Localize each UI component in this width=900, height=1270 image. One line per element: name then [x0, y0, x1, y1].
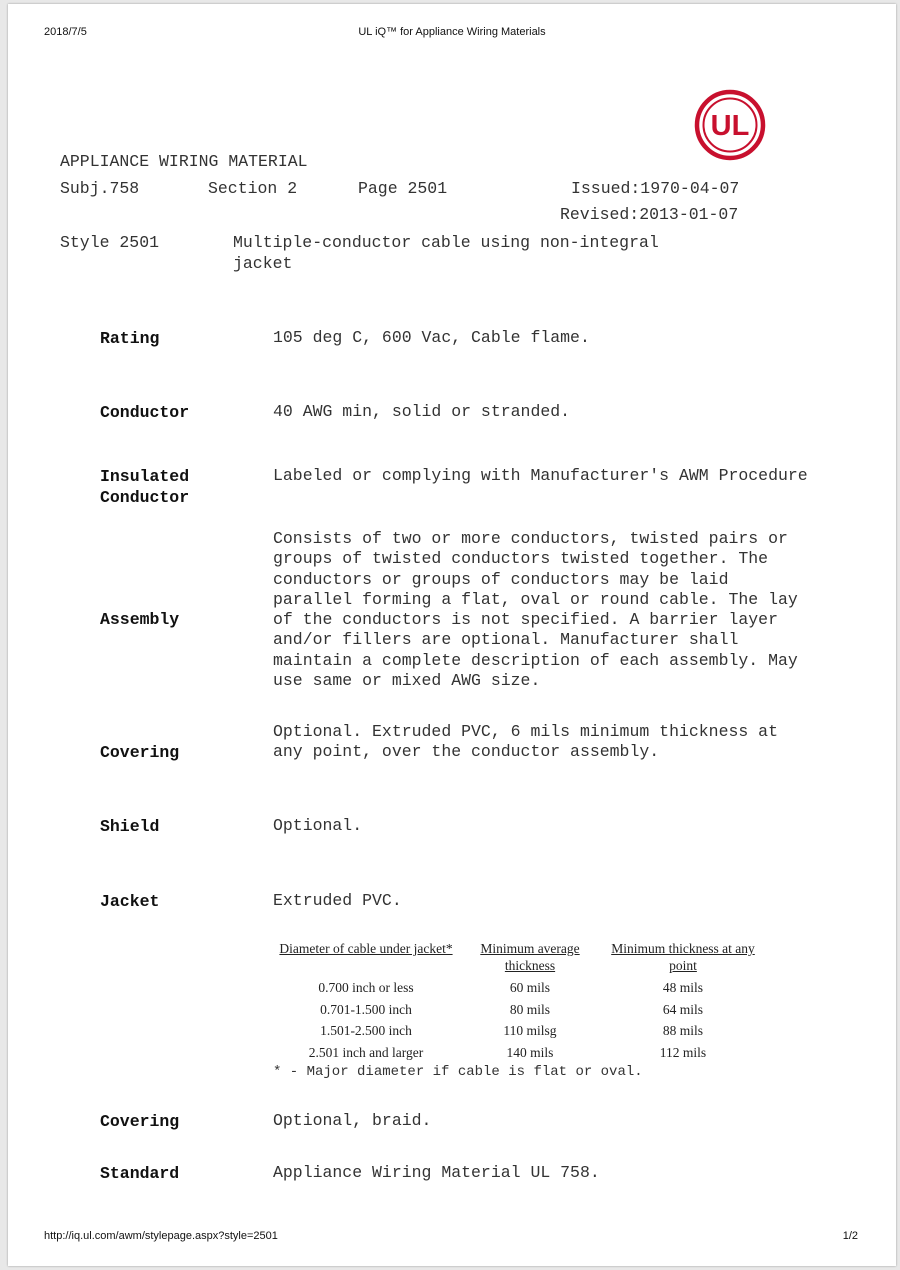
table-cell: 1.501-2.500 inch	[320, 1023, 412, 1038]
table-footnote: * - Major diameter if cable is flat or oval.	[273, 1064, 643, 1080]
print-date: 2018/7/5	[44, 26, 87, 38]
insulated-conductor-label-line1: Insulated	[100, 467, 190, 486]
print-page-count: 1/2	[842, 1230, 858, 1242]
jacket-label: Jacket	[100, 892, 160, 911]
covering-value: Optional. Extruded PVC, 6 mils minimum thickness at any point, over the conductor assembly.	[273, 722, 778, 762]
doc-heading: APPLIANCE WIRING MATERIAL	[60, 152, 308, 171]
table-header-row	[272, 940, 772, 977]
jacket-value: Extruded PVC.	[273, 891, 402, 910]
standard-value: Appliance Wiring Material UL 758.	[273, 1163, 600, 1182]
issued-date: Issued:1970-04-07	[571, 179, 740, 198]
table-cell: 60 mils	[509, 980, 551, 995]
standard-label: Standard	[100, 1164, 180, 1183]
table-row	[272, 1020, 772, 1042]
rating-value: 105 deg C, 600 Vac, Cable flame.	[273, 328, 590, 347]
page-number: Page 2501	[358, 179, 448, 198]
table-cell: 0.701-1.500 inch	[320, 1001, 412, 1017]
print-title: UL iQ™ for Appliance Wiring Materials	[358, 26, 546, 38]
table-row	[272, 999, 772, 1021]
style-description-line1: Multiple-conductor cable using non-integral	[233, 233, 659, 252]
conductor-label: Conductor	[100, 403, 190, 422]
style-label: Style 2501	[60, 233, 160, 252]
table-header-diameter: Diameter of cable under jacket*	[279, 941, 453, 956]
covering-label: Covering	[100, 743, 180, 762]
table-cell: 110 milsg	[503, 1023, 557, 1038]
covering-braid-value: Optional, braid.	[273, 1111, 432, 1130]
table-cell: 80 mils	[509, 1001, 551, 1017]
table-cell: 112 mils	[659, 1044, 707, 1060]
table-header-min-point: Minimum thickness at any point	[611, 941, 755, 973]
ul-logo-text: UL	[710, 110, 750, 142]
conductor-value: 40 AWG min, solid or stranded.	[273, 402, 571, 421]
assembly-value: Consists of two or more conductors, twisted pairs or groups of twisted conductors twisted together. The conductors or groups of conductors may be laid parallel forming a flat, oval or round cable. The lay of the conductors is not specified. A barrier layer and/or fillers are optional. Manufacturer shall maintain a complete description of each assembly. May use same or mixed AWG size.	[273, 529, 798, 691]
table-cell: 140 mils	[506, 1044, 554, 1060]
assembly-label: Assembly	[100, 610, 180, 629]
insulated-conductor-value: Labeled or complying with Manufacturer's AWM Procedure	[273, 466, 808, 485]
table-cell: 2.501 inch and larger	[308, 1044, 424, 1060]
insulated-conductor-label	[100, 466, 189, 508]
subject-number: Subj.758	[60, 179, 140, 198]
rating-label: Rating	[100, 329, 160, 348]
covering-braid-label: Covering	[100, 1112, 180, 1131]
table-cell: 88 mils	[662, 1023, 704, 1038]
shield-label: Shield	[100, 817, 160, 836]
insulated-conductor-label-line2: Conductor	[100, 488, 190, 507]
section-number: Section 2	[208, 179, 298, 198]
shield-value: Optional.	[273, 816, 363, 835]
revised-date: Revised:2013-01-07	[560, 205, 739, 224]
document-page	[8, 4, 896, 1266]
print-url: http://iq.ul.com/awm/stylepage.aspx?style=2501	[44, 1230, 278, 1242]
table-cell: 48 mils	[662, 980, 704, 995]
table-cell: 0.700 inch or less	[318, 980, 414, 995]
jacket-thickness-table	[272, 940, 772, 1063]
style-description-line2: jacket	[233, 254, 293, 273]
table-row	[272, 977, 772, 999]
table-row	[272, 1042, 772, 1064]
table-header-min-average: Minimum average thickness	[480, 941, 580, 973]
ul-logo	[694, 89, 766, 161]
table-cell: 64 mils	[662, 1001, 704, 1017]
